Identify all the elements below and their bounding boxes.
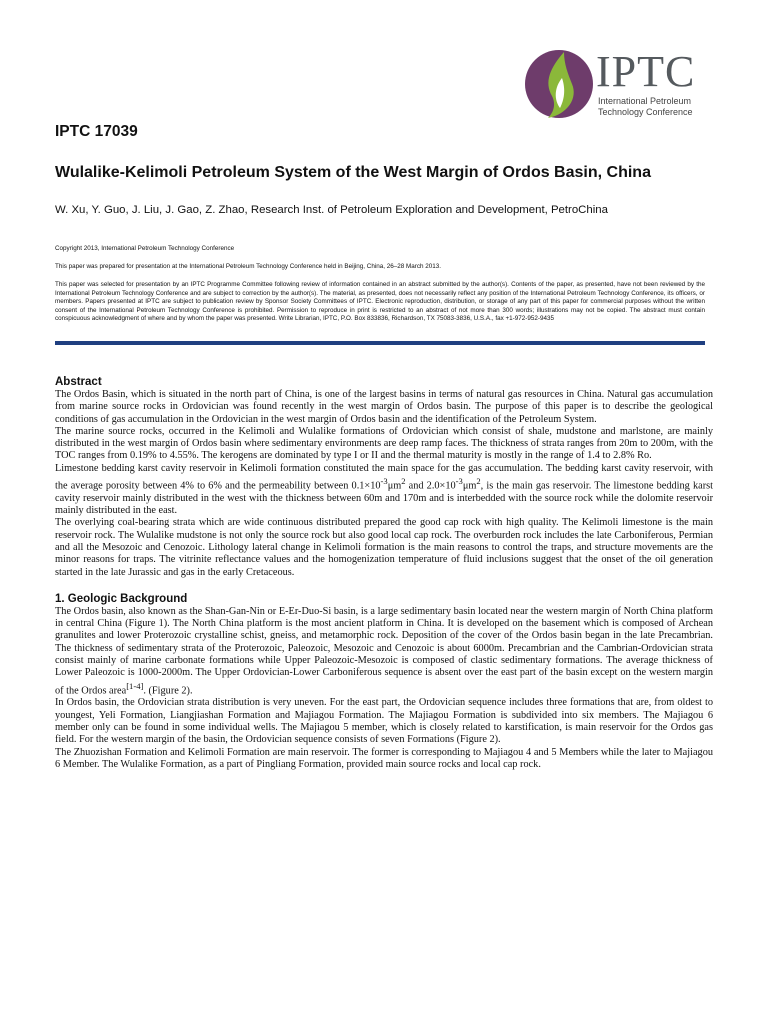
superscript: 2	[401, 476, 406, 487]
logo-subtitle-line2: Technology Conference	[598, 107, 693, 117]
abstract-paragraph-2: The marine source rocks, occurred in the Kelimoli and Wulalike formations of Ordovician which consist of shale, mudstone and marlstone, are mainly distributed in the west margin of Ordos basin where sedimentary environments are deep ramp faces. The thickness of strata ranges from 20m to 200m, with the TOC ranges from 0.19% to 4.55%. The kerogens are dominated by type I or II and the thermal maturity is mostly in the range of 1.4 to 2.8% Ro.	[55, 425, 713, 462]
abstract-p3-text-e: , is the main gas reservoir. The limestone bedding karst cavity reservoir mainly distributed in the west with the thickness between 60m and 170m and is interbedded with the source rock while the dolomite reservoir mainly distributed in the east.	[55, 480, 713, 517]
superscript: -3	[380, 476, 388, 487]
copyright-notice: Copyright 2013, International Petroleum Technology Conference	[55, 245, 235, 252]
abstract-paragraph-1: The Ordos Basin, which is situated in the north part of China, is one of the largest basins in terms of natural gas resources in China. Natural gas accumulation from marine source rocks in Ordovician was found recently in the west margin of Ordos basin. The purpose of this paper is to describe the geological conditions of gas accumulation in the Ordovician in the west margin of Ordos basin and the identification of the Petroleum System.	[55, 389, 713, 425]
unit-text: μm	[462, 480, 477, 492]
abstract-heading: Abstract	[55, 376, 102, 388]
paper-body	[55, 375, 713, 771]
disclaimer: This paper was selected for presentation by an IPTC Programme Committee following review of information contained in an abstract submitted by the author(s). Contents of the paper, as presented, have not been reviewed by the International Petroleum Technology Conference and are subject to correction by the author(s). The material, as presented, does not necessarily reflect any position of the International Petroleum Technology Conference, its officers, or members. Papers presented at IPTC are subject to publication review by Sponsor Society Committees of IPTC. Electronic reproduction, distribution, or storage of any part of this paper for commercial purposes without the written consent of the International Petroleum Technology Conference is prohibited. Permission to reproduce in print is restricted to an abstract of not more than 300 words; illustrations may not be copied. The abstract must contain conspicuous acknowledgment of where and by whom the paper was presented. Write Librarian, IPTC, P.O. Box 833836, Richardson, TX 75083-3836, U.S.A., fax +1-972-952-9435	[55, 281, 705, 323]
unit-text: μm	[387, 480, 402, 492]
logo-subtitle-line1: International Petroleum	[598, 96, 692, 106]
paper-title: Wulalike-Kelimoli Petroleum System of the West Margin of Ordos Basin, China	[55, 164, 651, 181]
header-divider	[55, 341, 705, 345]
iptc-emblem-icon	[524, 48, 594, 120]
presentation-note: This paper was prepared for presentation at the International Petroleum Technology Conference held in Beijing, China, 26–28 March 2013.	[55, 263, 441, 270]
logo-subtitle	[598, 96, 718, 118]
abstract-paragraph-3	[55, 463, 713, 518]
logo-wordmark: IPTC	[596, 47, 696, 96]
superscript: 2	[476, 476, 481, 487]
authors: W. Xu, Y. Guo, J. Liu, J. Gao, Z. Zhao, Research Inst. of Petroleum Exploration and Development, PetroChina	[55, 204, 608, 216]
section-1-p1-text-b: . (Figure 2).	[143, 685, 193, 697]
superscript: -3	[455, 476, 463, 487]
abstract-p3-text-a: Limestone bedding karst cavity reservoir in Kelimoli formation constituted the main space for the gas accumulation. The bedding karst cavity reservoir, with the average porosity between 4% to 6% and the permeability between 0.1×10	[55, 462, 713, 492]
abstract-paragraph-4: The overlying coal-bearing strata which are wide continuous distributed prepared the good cap rock with high quality. The Kelimoli limestone is the main reservoir rock. The Wulalike mudstone is not only the source rock but also good local cap rock. The overburden rock includes the late Carboniferous, Permian and all the Mesozoic and Cenozoic. Lithology lateral change in Kelimoli formation is the main reasons to control the traps, and structure movements are the minor reasons for traps. The vitrinite reflectance values and the homogenization temperature of fluid inclusions suggest that the onset of the oil generation started in the late Jurassic and gas in the early Cretaceous.	[55, 517, 713, 578]
section-1-paragraph-2: In Ordos basin, the Ordovician strata distribution is very uneven. For the east part, the Ordovician sequence includes three formations that are, from oldest to youngest, Yeli Formation, Liangjiashan Formation and Majiagou Formation. The Majiagou Formation is subdivided into six members. The Majiagou 6 member only can be found in some individual wells. The Majiagou 5 member, which is closely related to karstification, is main reservoir for the Ordos gas field. For the western margin of the basin, the Ordovician sequence consists of seven Formations (Figure 2).	[55, 697, 713, 746]
citation-ref: [1-4]	[126, 680, 144, 691]
paper-number: IPTC 17039	[55, 123, 138, 140]
section-1-heading: 1. Geologic Background	[55, 592, 188, 605]
abstract-p3-text-c: and 2.0×10	[405, 480, 456, 492]
iptc-logo	[524, 48, 714, 120]
section-1-paragraph-3: The Zhuozishan Formation and Kelimoli Formation are main reservoir. The former is corresponding to Majiagou 4 and 5 Members while the later to Majiagou 6 Member. The Wulalike Formation, as a part of Pingliang Formation, provided main source rocks and local cap rock.	[55, 746, 713, 770]
section-1-p1-text-a: The Ordos basin, also known as the Shan-Gan-Nin or E-Er-Duo-Si basin, is a large sedimentary basin located near the western margin of North China platform in central China (Figure 1). The North China platform is the most ancient platform in China. It is developed on the basement which is composed of Archean granulites and lower Proterozoic crystalline schist, gneiss, and metamorphic rock. Deposition of the cover of the Ordos basin began in the late Precambrian. The thickness of sedimentary strata of the Proterozoic, Paleozoic, Mesozoic and Cenozoic is about 6000m. Precambrian and the Cambrian-Ordovician strata consist mainly of marine carbonate formations while Upper Paleozoic-Mesozoic is composed of clastic sedimentary formations. The average thickness of Lower Paleozoic is 1000-2000m. The Upper Ordovician-Lower Carboniferous sequence is absent over the east part of the basin except on the western margin of the Ordos area	[55, 605, 713, 697]
section-1-paragraph-1	[55, 606, 713, 698]
